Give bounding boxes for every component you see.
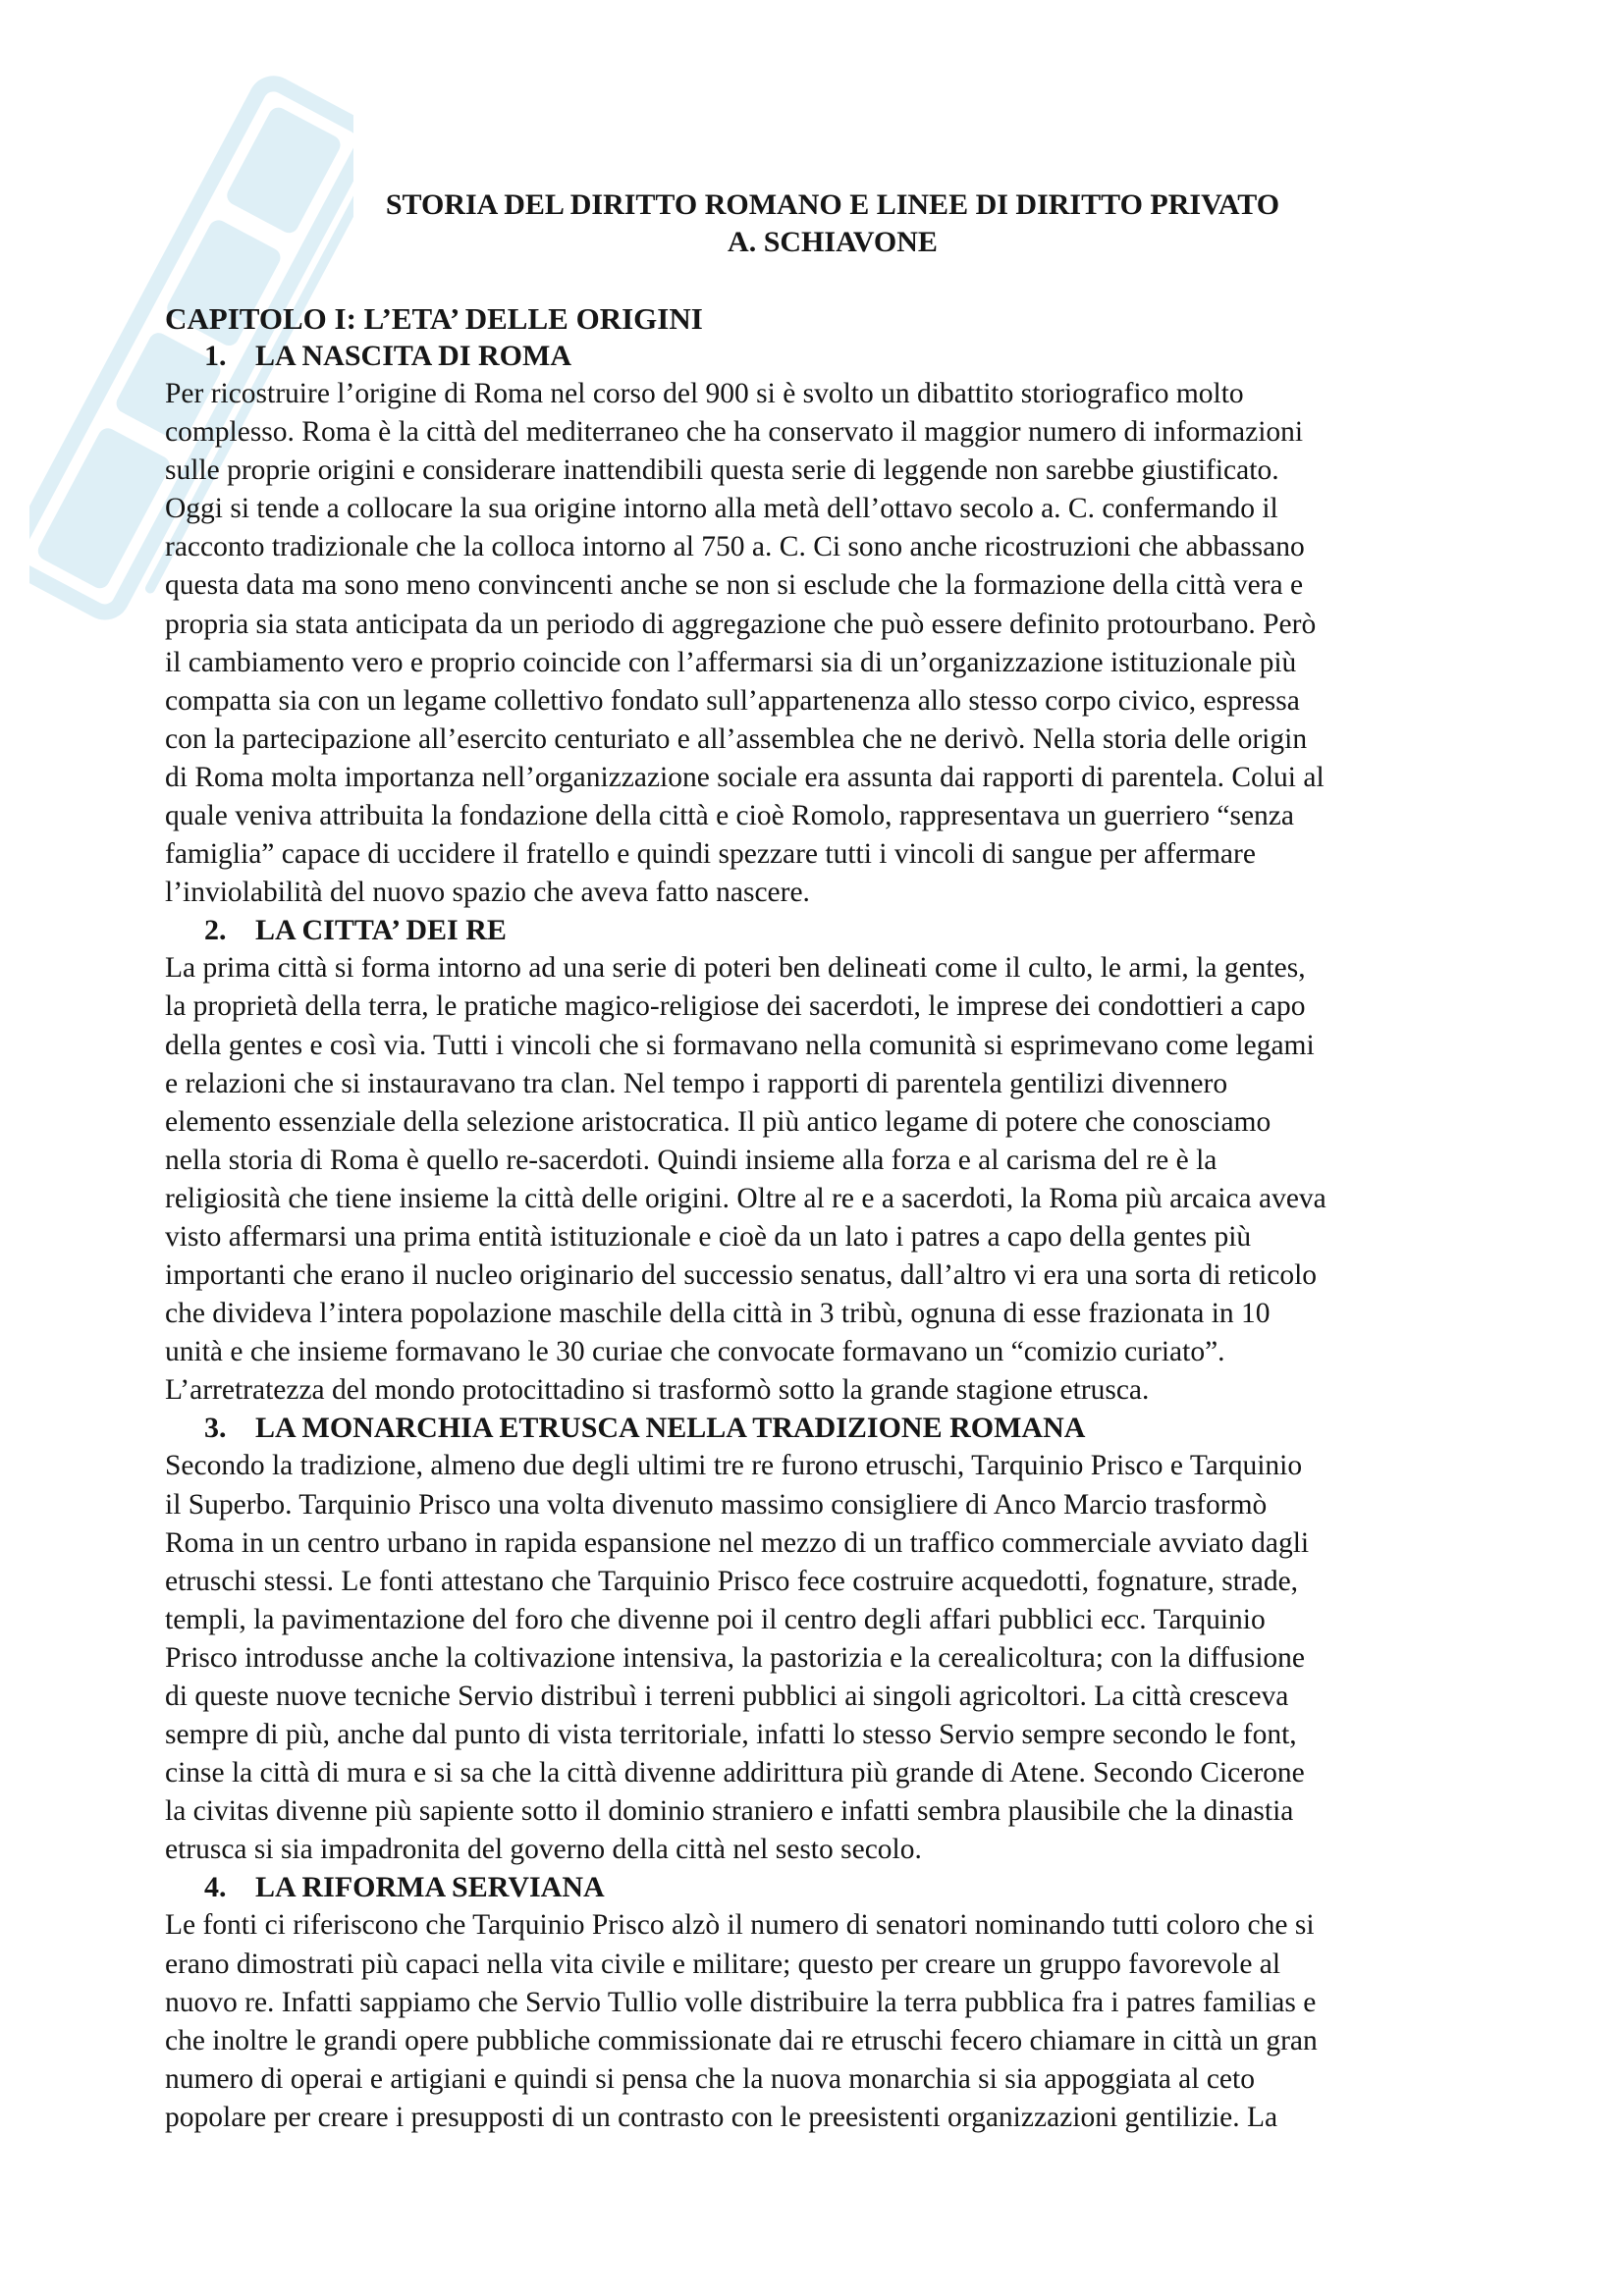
- section-heading: [165, 338, 1490, 375]
- section: [165, 338, 1490, 912]
- section: [165, 1869, 1490, 2137]
- section-number: 2.: [204, 914, 227, 947]
- section-title: LA MONARCHIA ETRUSCA NELLA TRADIZIONE ROMANA: [255, 1412, 1086, 1445]
- section-title: LA NASCITA DI ROMA: [255, 340, 571, 372]
- section-paragraph: Per ricostruire l’origine di Roma nel corso del 900 si è svolto un dibattito storiografico molto complesso. Roma è la città del mediterraneo che ha conservato il maggior numero di informazioni sulle proprie origini e considerare inattendibili questa serie di leggende non sarebbe giustificato. Oggi si tende a collocare la sua origine intorno alla metà dell’ottavo secolo a. C. confermando il racconto tradizionale che la colloca intorno al 750 a. C. Ci sono anche ricostruzioni che abbassano questa data ma sono meno convincenti anche se non si esclude che la formazione della città vera e propria sia stata anticipata da un periodo di aggregazione che può essere definito protourbano. Però il cambiamento vero e proprio coincide con l’affermarsi sia di un’organizzazione istituzionale più compatta sia con un legame collettivo fondato sull’appartenenza allo stesso corpo civico, espressa con la partecipazione all’esercito centuriato e all’assemblea che ne derivò. Nella storia delle origin di Roma molta importanza nell’organizzazione sociale era assunta dai rapporti di parentela. Colui al quale veniva attribuita la fondazione della città e cioè Romolo, rappresentava un guerriero “senza famiglia” capace di uccidere il fratello e quindi spezzare tutti i vincoli di sangue per affermare l’inviolabilità del nuovo spazio che aveva fatto nascere.: [165, 378, 1325, 909]
- document-author: A. SCHIAVONE: [728, 226, 938, 258]
- section-title: LA CITTA’ DEI RE: [255, 914, 507, 947]
- section-heading: [165, 1869, 1490, 1906]
- document-page: [165, 187, 1490, 2137]
- section-title: LA RIFORMA SERVIANA: [255, 1871, 605, 1904]
- section: [165, 912, 1490, 1410]
- chapter-title: CAPITOLO I: L’ETA’ DELLE ORIGINI: [165, 301, 703, 336]
- section-paragraph: La prima città si forma intorno ad una serie di poteri ben delineati come il culto, le armi, la gentes, la proprietà della terra, le pratiche magico-religiose dei sacerdoti, le imprese dei condottieri a capo della gentes e così via. Tutti i vincoli che si formavano nella comunità si esprimevano come legami e relazioni che si instauravano tra clan. Nel tempo i rapporti di parentela gentilizi divennero elemento essenziale della selezione aristocratica. Il più antico legame di potere che conosciamo nella storia di Roma è quello re-sacerdoti. Quindi insieme alla forza e al carisma del re è la religiosità che tiene insieme la città delle origini. Oltre al re e a sacerdoti, la Roma più arcaica aveva visto affermarsi una prima entità istituzionale e cioè da un lato i patres a capo della gentes più importanti che erano il nucleo originario del successio senatus, dall’altro vi era una sorta di reticolo che divideva l’intera popolazione maschile della città in 3 tribù, ognuna di esse frazionata in 10 unità e che insieme formavano le 30 curiae che convocate formavano un “comizio curiato”. L’arretratezza del mondo protocittadino si trasformò sotto la grande stagione etrusca.: [165, 952, 1326, 1407]
- section-number: 3.: [204, 1412, 227, 1445]
- section-heading: [165, 1410, 1490, 1447]
- section: [165, 1410, 1490, 1869]
- section-paragraph: Le fonti ci riferiscono che Tarquinio Prisco alzò il numero di senatori nominando tutti coloro che si erano dimostrati più capaci nella vita civile e militare; questo per creare un gruppo favorevole al nuovo re. Infatti sappiamo che Servio Tullio volle distribuire la terra pubblica fra i patres familias e che inoltre le grandi opere pubbliche commissionate dai re etruschi fecero chiamare in città un gran numero di operai e artigiani e quindi si pensa che la nuova monarchia si sia appoggiata al ceto popolare per creare i presupposti di un contrasto con le preesistenti organizzazioni gentilizie. La: [165, 1909, 1318, 2133]
- section-number: 4.: [204, 1871, 227, 1904]
- document-title: STORIA DEL DIRITTO ROMANO E LINEE DI DIRITTO PRIVATO: [385, 188, 1280, 221]
- section-number: 1.: [204, 340, 227, 372]
- section-paragraph: Secondo la tradizione, almeno due degli ultimi tre re furono etruschi, Tarquinio Prisco e Tarquinio il Superbo. Tarquinio Prisco una volta divenuto massimo consigliere di Anco Marcio trasformò Roma in un centro urbano in rapida espansione nel mezzo di un traffico commerciale avviato dagli etruschi stessi. Le fonti attestano che Tarquinio Prisco fece costruire acquedotti, fognature, strade, templi, la pavimentazione del foro che divenne poi il centro degli affari pubblici ecc. Tarquinio Prisco introdusse anche la coltivazione intensiva, la pastorizia e la cerealicoltura; con la diffusione di queste nuove tecniche Servio distribuì i terreni pubblici ai singoli agricoltori. La città cresceva sempre di più, anche dal punto di vista territoriale, infatti lo stesso Servio sempre secondo le font, cinse la città di mura e si sa che la città divenne addirittura più grande di Atene. Secondo Cicerone la civitas divenne più sapiente sotto il dominio straniero e infatti sembra plausibile che la dinastia etrusca si sia impadronita del governo della città nel sesto secolo.: [165, 1450, 1310, 1866]
- section-heading: [165, 912, 1490, 949]
